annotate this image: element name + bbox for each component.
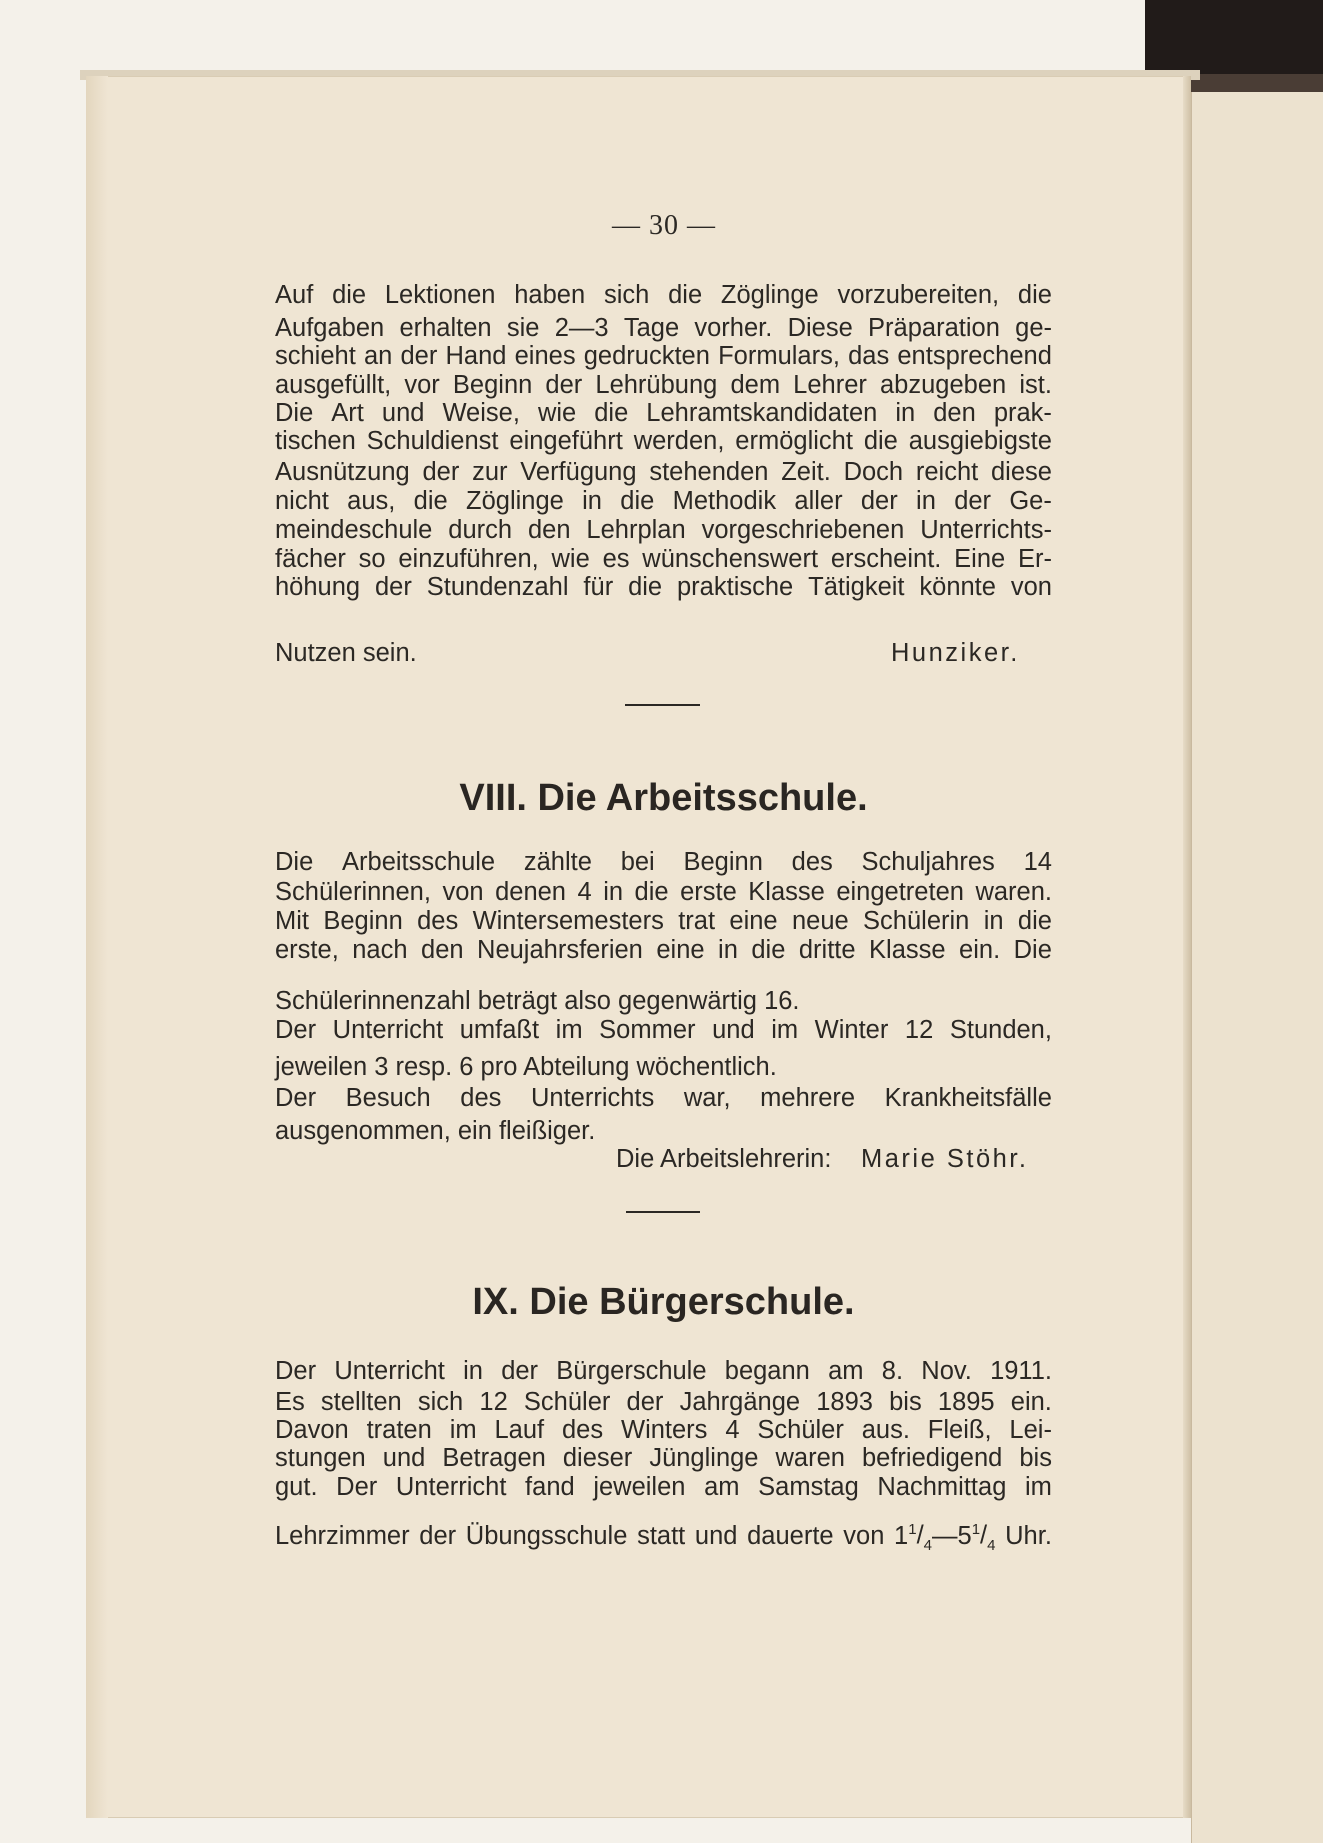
word: Die: [275, 848, 314, 876]
word: Ge-: [1009, 487, 1052, 515]
word: Nov.: [921, 1357, 972, 1385]
word: bis: [889, 1388, 922, 1416]
word: Verfügung: [520, 458, 637, 486]
word: Unterrichts: [530, 1084, 655, 1112]
word: 1911.: [990, 1357, 1052, 1385]
word: 2—3: [554, 314, 609, 342]
word: der: [374, 573, 412, 601]
word: bei: [620, 848, 655, 876]
word: dieser: [562, 1444, 633, 1472]
word: und: [382, 1444, 426, 1472]
word: jeweilen: [593, 1473, 686, 1501]
word: wünschenswert: [642, 545, 819, 573]
word: ein.: [959, 936, 1001, 964]
word: eingeführt: [509, 427, 623, 455]
page-left-edge: [86, 76, 108, 1818]
word: erste: [680, 878, 737, 906]
paragraph-line: [275, 1357, 1052, 1391]
word: Lei-: [1009, 1416, 1052, 1444]
word: statt: [637, 1521, 686, 1550]
time-end-numerator: 1: [971, 1521, 981, 1538]
word: Lehrzimmer: [275, 1521, 410, 1550]
word: wie: [537, 399, 577, 427]
word: mehrere: [760, 1084, 856, 1112]
paragraph-last-line: Nutzen sein.: [275, 639, 417, 667]
word: Lehrübung: [595, 371, 718, 399]
word: wie: [551, 545, 590, 573]
word: die: [634, 878, 669, 906]
word: schieht: [275, 342, 356, 370]
word: Formulars,: [718, 342, 840, 370]
word: vorzubereiten,: [837, 281, 1000, 309]
paragraph-line: [275, 281, 1052, 315]
word: aus,: [347, 487, 396, 515]
word: im: [1025, 1473, 1052, 1501]
word: die: [1017, 907, 1052, 935]
signature-label: Die Arbeitslehrerin:: [616, 1145, 832, 1173]
word: Zeit.: [781, 458, 831, 486]
word: einzuführen,: [398, 545, 539, 573]
word: Beginn: [323, 907, 403, 935]
word: Unterrichts-: [920, 516, 1052, 544]
word: 4: [725, 1416, 740, 1444]
word: fand: [525, 1473, 575, 1501]
word: Schuldienst: [366, 427, 499, 455]
word: der: [419, 1521, 457, 1550]
word: praktische: [677, 573, 794, 601]
word: befriedigend: [861, 1444, 1003, 1472]
word: Unterricht: [395, 1473, 507, 1501]
word: waren: [775, 1444, 845, 1472]
word: Der: [275, 1084, 317, 1112]
word: entsprechend: [897, 342, 1052, 370]
word: eine: [656, 936, 705, 964]
word: Eine: [954, 545, 1006, 573]
word: Die: [275, 399, 314, 427]
word: ermöglicht: [735, 427, 853, 455]
section-title-buergerschule: IX. Die Bürgerschule.: [472, 1281, 855, 1323]
word: des: [417, 907, 459, 935]
word: und: [712, 1016, 755, 1044]
word: Beginn: [452, 371, 533, 399]
word: sich: [603, 281, 650, 309]
paragraph-line: Schülerinnenzahl beträgt also gegenwärtig 16.: [275, 987, 800, 1015]
word: meindeschule: [275, 516, 433, 544]
word: von: [442, 878, 484, 906]
time-dash: —: [932, 1521, 958, 1550]
word: ge-: [1015, 314, 1052, 342]
word: 12: [479, 1388, 508, 1416]
word: ausgefüllt,: [275, 371, 392, 399]
word: Arbeitsschule: [342, 848, 496, 876]
word: Samstag: [758, 1473, 859, 1501]
word: in: [582, 487, 602, 515]
word: erscheint.: [830, 545, 942, 573]
word: den: [933, 399, 976, 427]
word: Sommer: [599, 1016, 696, 1044]
word: war,: [683, 1084, 731, 1112]
word: reicht: [915, 458, 979, 486]
word: den: [527, 516, 571, 544]
word: nicht: [275, 487, 329, 515]
paragraph-line: [275, 545, 1052, 579]
signature-marie-stoehr: Marie Stöhr.: [861, 1145, 1029, 1173]
paragraph-line: [275, 487, 1052, 521]
word: Präparation: [868, 314, 1000, 342]
word: fächer: [275, 545, 346, 573]
word: stellten: [320, 1388, 402, 1416]
paragraph-line: [275, 848, 1052, 882]
paragraph-line: [275, 1016, 1052, 1050]
word: von: [1010, 573, 1052, 601]
section-title-arbeitsschule: VIII. Die Arbeitsschule.: [459, 777, 868, 819]
word: der: [626, 1388, 664, 1416]
word: am: [828, 1357, 864, 1385]
adjacent-page: [1191, 92, 1323, 1843]
word: Betragen: [442, 1444, 546, 1472]
word: vorher.: [694, 314, 773, 342]
word: Fleiß,: [927, 1416, 992, 1444]
word: neue: [791, 907, 849, 935]
word: haben: [514, 281, 586, 309]
word: 4: [577, 878, 592, 906]
word: abzugeben: [880, 371, 1007, 399]
word: trat: [678, 907, 716, 935]
signature-hunziker: Hunziker.: [891, 639, 1020, 667]
word: Schüler: [523, 1388, 611, 1416]
word: Lehrer: [793, 371, 867, 399]
word: des: [460, 1084, 502, 1112]
word: Diese: [787, 314, 853, 342]
word: eine: [729, 907, 778, 935]
word: Schuljahres: [861, 848, 995, 876]
word: in: [718, 936, 738, 964]
page-gutter: [1183, 76, 1191, 1818]
word: die: [332, 281, 367, 309]
word: denen: [495, 878, 566, 906]
word: tischen: [275, 427, 356, 455]
paragraph-line: ausgenommen, ein fleißiger.: [275, 1117, 596, 1145]
word: in: [463, 1357, 483, 1385]
word: sie: [506, 314, 540, 342]
word: Davon: [275, 1416, 349, 1444]
word: dem: [730, 371, 781, 399]
word: die: [413, 487, 448, 515]
paragraph-line: [275, 1388, 1052, 1422]
word: Er-: [1017, 545, 1052, 573]
word: aller: [794, 487, 843, 515]
word: 1893: [816, 1388, 873, 1416]
word: Lehramtskandidaten: [646, 399, 878, 427]
word: Methodik: [672, 487, 777, 515]
word: vor: [404, 371, 440, 399]
word: die: [594, 399, 629, 427]
paragraph-last-line: [275, 1521, 1052, 1555]
word: umfaßt: [459, 1016, 540, 1044]
word: Tätigkeit: [808, 573, 905, 601]
word: eingetreten: [836, 878, 964, 906]
word: traten: [366, 1416, 432, 1444]
word: 1895: [937, 1388, 995, 1416]
word: des: [791, 848, 833, 876]
word: erste,: [275, 936, 339, 964]
word: höhung: [275, 573, 361, 601]
word: Stunden,: [949, 1016, 1052, 1044]
word: so: [358, 545, 386, 573]
word: eines: [514, 342, 576, 370]
word: es: [602, 545, 630, 573]
word: und: [381, 399, 425, 427]
word: der: [400, 342, 438, 370]
word: sich: [417, 1388, 464, 1416]
page-number: — 30 —: [612, 210, 716, 241]
word: Doch: [843, 458, 904, 486]
word: Winter: [814, 1016, 889, 1044]
word: Mit: [275, 907, 309, 935]
word: Jahrgänge: [679, 1388, 801, 1416]
word: Auf: [275, 281, 314, 309]
word: im: [555, 1016, 583, 1044]
word: Der: [275, 1357, 317, 1385]
word: Winters: [621, 1416, 708, 1444]
paragraph-line: [275, 516, 1052, 550]
word: nach: [352, 936, 408, 964]
word: Klasse: [869, 936, 946, 964]
word: Lehrplan: [586, 516, 686, 544]
word: die: [863, 427, 898, 455]
word: dritte: [798, 936, 856, 964]
section-divider: [625, 704, 700, 706]
word: Der: [336, 1473, 378, 1501]
word: ausgiebigste: [908, 427, 1052, 455]
word: Unterricht: [334, 1357, 445, 1385]
word: Übungsschule: [465, 1521, 628, 1550]
word: Nachmittag: [877, 1473, 1007, 1501]
word: stungen: [275, 1444, 366, 1472]
word: Beginn: [683, 848, 763, 876]
word: die: [668, 281, 703, 309]
word: Lauf: [494, 1416, 545, 1444]
word: das: [848, 342, 890, 370]
word: Weise,: [442, 399, 520, 427]
word: Klasse: [748, 878, 825, 906]
word: die: [620, 487, 655, 515]
word: ist.: [1019, 371, 1052, 399]
word: 12: [904, 1016, 934, 1044]
word: diese: [990, 458, 1052, 486]
word: erhalten: [399, 314, 492, 342]
paragraph-line: [275, 1473, 1052, 1507]
word: gut.: [275, 1473, 318, 1501]
word: aus.: [861, 1416, 910, 1444]
word: der: [954, 487, 992, 515]
word: gedruckten: [583, 342, 710, 370]
word: für: [583, 573, 614, 601]
time-range: 11/4—51/4: [894, 1521, 996, 1554]
word: am: [704, 1473, 740, 1501]
word: bis: [1019, 1444, 1052, 1472]
paragraph-line: [275, 907, 1052, 941]
word: von: [843, 1521, 885, 1550]
word: Wintersemesters: [472, 907, 664, 935]
time-end-denominator: 4: [987, 1536, 996, 1554]
word: Schülerinnen,: [275, 878, 431, 906]
word: zur: [472, 458, 508, 486]
word: ein.: [1010, 1388, 1052, 1416]
word: in: [983, 907, 1004, 935]
word: prak-: [993, 399, 1052, 427]
word: und: [694, 1521, 738, 1550]
word: Es: [275, 1388, 305, 1416]
word: in: [895, 399, 916, 427]
word: Besuch: [345, 1084, 431, 1112]
word: könnte: [919, 573, 996, 601]
word: die: [628, 573, 663, 601]
word: Zöglinge: [466, 487, 564, 515]
word: an: [363, 342, 393, 370]
word: Stundenzahl: [426, 573, 569, 601]
word: Ausnützung: [275, 458, 410, 486]
word: Hand: [445, 342, 507, 370]
word: den: [421, 936, 464, 964]
word: Bürgerschule: [556, 1357, 707, 1385]
paragraph-line: [275, 936, 1052, 970]
word: Tage: [623, 314, 680, 342]
paragraph-line: [275, 1084, 1052, 1118]
word: Jünglinge: [649, 1444, 759, 1472]
paragraph-line: [275, 878, 1052, 912]
word: werden,: [633, 427, 725, 455]
word: Art: [331, 399, 364, 427]
word: Zöglinge: [720, 281, 819, 309]
word: Krankheitsfälle: [884, 1084, 1052, 1112]
word: begann: [724, 1357, 810, 1385]
time-start-whole: 1: [894, 1521, 909, 1550]
word: Neujahrsferien: [477, 936, 643, 964]
word: waren.: [975, 878, 1052, 906]
word: stehenden: [649, 458, 769, 486]
word: Uhr.: [1005, 1521, 1052, 1550]
word: in: [916, 487, 936, 515]
word: des: [562, 1416, 604, 1444]
word: durch: [448, 516, 513, 544]
word: der: [422, 458, 460, 486]
word: der: [501, 1357, 539, 1385]
time-start-numerator: 1: [908, 1521, 917, 1538]
word: vorgeschriebenen: [701, 516, 905, 544]
paragraph-line: [275, 371, 1052, 405]
time-end-whole: 5: [957, 1521, 972, 1550]
time-start-denominator: 4: [923, 1536, 933, 1554]
word: zählte: [523, 848, 592, 876]
word: dauerte: [747, 1521, 834, 1550]
word: Die: [1013, 936, 1052, 964]
word: 8.: [881, 1357, 904, 1385]
word: der: [545, 371, 583, 399]
word: Aufgaben: [275, 314, 385, 342]
word: der: [860, 487, 898, 515]
word: im: [771, 1016, 799, 1044]
word: Lektionen: [384, 281, 496, 309]
word: die: [751, 936, 786, 964]
paragraph-line: jeweilen 3 resp. 6 pro Abteilung wöchentlich.: [275, 1053, 777, 1081]
word: Schüler: [757, 1416, 844, 1444]
word: im: [449, 1416, 477, 1444]
paragraph-line: [275, 314, 1052, 348]
section-divider: [626, 1211, 700, 1213]
paragraph-line: [275, 458, 1052, 492]
word: die: [1017, 281, 1052, 309]
word: Der: [275, 1016, 317, 1044]
word: Unterricht: [332, 1016, 444, 1044]
word: Schülerin: [863, 907, 970, 935]
word: in: [603, 878, 624, 906]
word: 14: [1023, 848, 1052, 876]
